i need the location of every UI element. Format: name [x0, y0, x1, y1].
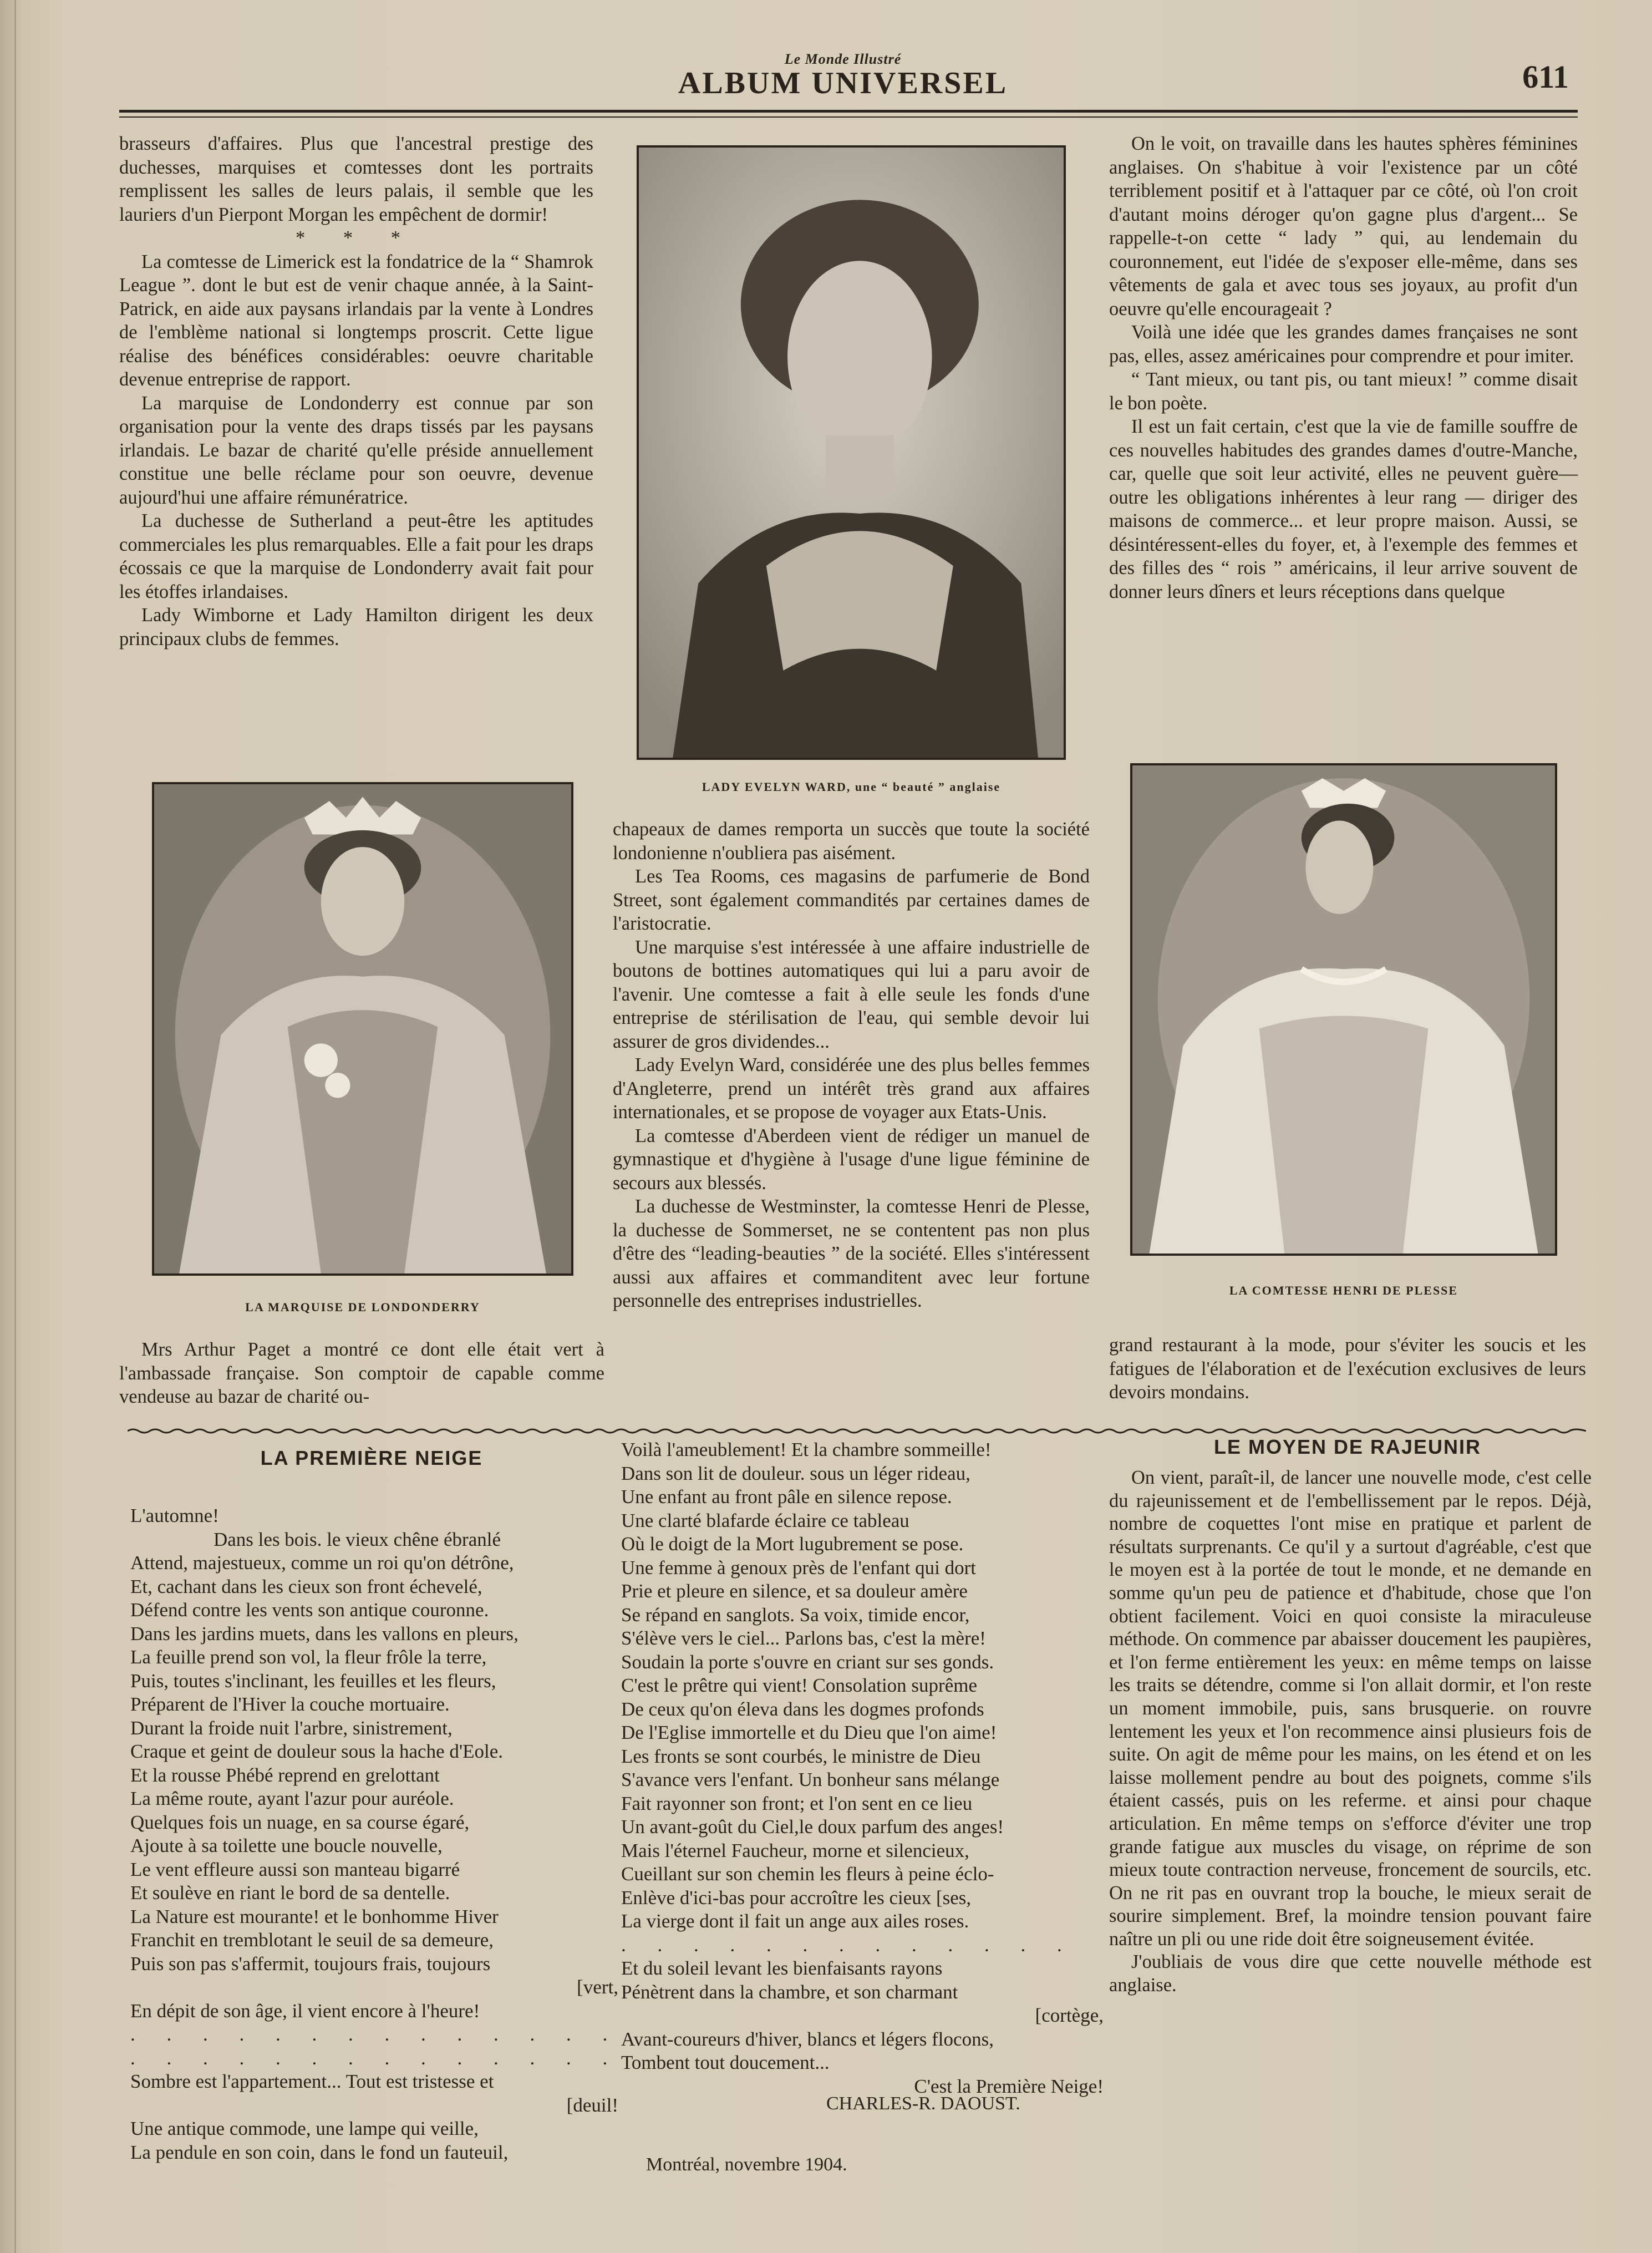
paragraph: brasseurs d'affaires. Plus que l'ancestral prestige des duchesses, marquises et comtesses dont les portraits remplissent les salles de leurs palais, il semble que les lauriers d'un Pierpont Morgan les empêchent de dormir!	[119, 133, 593, 225]
poem-line: Sombre est l'appartement... Tout est tristesse et	[130, 2071, 494, 2092]
caption-left: LA MARQUISE DE LONDONDERRY	[245, 1300, 480, 1314]
poem-line: Fait rayonner son front; et l'on sent en ce lieu	[621, 1792, 973, 1814]
paragraph: Lady Wimborne et Lady Hamilton dirigent les deux principaux clubs de femmes.	[119, 605, 593, 649]
paragraph: Il est un fait certain, c'est que la vie de famille souffre de ces nouvelles habitudes des grandes dames d'outre-Manche, car, quelle que soit leur activité, elles ne peuvent guère—outre les obligations inhérentes à leur rang — diriger des maisons de commerce... et leur propre maison. Aussi, se désintéressent-elles du foyer, et, à l'exemple des femmes et des filles des “ rois ” américains, il leur arrive souvent de donner leurs dîners et leurs réceptions dans quelque	[1109, 416, 1578, 602]
poem-line: Quelques fois un nuage, en sa course égaré,	[130, 1811, 470, 1833]
paragraph: J'oubliais de vous dire que cette nouvelle méthode est anglaise.	[1109, 1951, 1592, 1996]
poem-line: C'est le prêtre qui vient! Consolation suprême	[621, 1674, 977, 1696]
poem-line: En dépit de son âge, il vient encore à l'heure!	[130, 2000, 480, 2022]
paragraph: chapeaux de dames remporta un succès que toute la société londonienne n'oubliera pas aisément.	[613, 819, 1090, 864]
paragraph: La marquise de Londonderry est connue par son organisation pour la vente des draps tissés par les paysans irlandais. Le bazar de charité qu'elle préside annuellement constitue une belle réclame pour son oeuvre, devenue aujourd'hui une affaire rémunératrice.	[119, 392, 593, 508]
poem-line: Avant-coureurs d'hiver, blancs et légers flocons,	[621, 2028, 994, 2050]
portrait-image	[639, 148, 1064, 758]
poem-line: La feuille prend son vol, la fleur frôle la terre,	[130, 1646, 487, 1668]
poem-left-column	[130, 1504, 621, 2164]
poem-line: Soudain la porte s'ouvre en criant sur ses gonds.	[621, 1651, 994, 1673]
poem-line: [vert,	[577, 1976, 618, 1998]
header-rule-thick	[119, 110, 1578, 113]
column-1-middle	[119, 1338, 604, 1409]
paragraph: On vient, paraît-il, de lancer une nouvelle mode, c'est celle du rajeunissement et de l'embellissement par le repos. Déjà, nombre de coquettes l'ont mise en pratique et parlent de résultats surprenants. Ce qu'il y a surtout d'agréable, c'est que le moyen est à la portée de tout le monde, et ne demande en somme qu'un peu de patience et d'habitude, chose que l'on obtient facilement. Voici en quoi consiste la miraculeuse méthode. On commence par abaisser doucement les paupières, et l'on ferme entièrement les yeux: en même temps on laisse les traits se détendre, comme si l'on allait dormir, et l'on reste un moment immobile, puis, sans brusquerie. on rouvre lentement les yeux et l'on recommence ainsi plusieurs fois de suite. On agit de même pour les mains, on les étend et on les laisse mollement pendre au bout des poignets, comme s'ils étaient cassés, puis on les referme. et ainsi pour chaque articulation. En même temps on s'efforce d'éviter une trop grande fatigue aux muscles du visage, on réprime de son mieux toute contraction nerveuse, froncement de sourcils, etc. On ne rit pas en ouvrant trop la bouche, le mieux serait de sourire simplement. Bref, la moindre tension pouvant faire naître un pli ou une ride doit être soigneusement évitée.	[1109, 1467, 1592, 1950]
poem-line: Durant la froide nuit l'arbre, sinistrement,	[130, 1717, 453, 1739]
portrait-image	[154, 784, 571, 1273]
column-3-top	[1109, 132, 1578, 603]
caption-center: LADY EVELYN WARD, une “ beauté ” anglaise	[702, 780, 1001, 794]
poem-line: Dans les bois. le vieux chêne ébranlé	[214, 1528, 501, 1550]
photo-comtesse-henri-de-plesse	[1130, 763, 1557, 1256]
header-rule-thin	[119, 116, 1578, 118]
paragraph: grand restaurant à la mode, pour s'éviter les soucis et les fatigues de l'élaboration et de l'exécution exclusives de leurs devoirs mondains.	[1109, 1334, 1586, 1403]
poem-line: C'est la Première Neige!	[914, 2075, 1104, 2097]
poem-line: L'automne!	[130, 1505, 219, 1526]
poem-line: Puis son pas s'affermit, toujours frais, toujours	[130, 1952, 491, 1975]
poem-line: Et du soleil levant les bienfaisants rayons	[621, 1957, 943, 1979]
paragraph: Une marquise s'est intéressée à une affaire industrielle de boutons de bottines automatiques qui lui a paru avoir de l'avenir. Une comtesse a fait à elle seule les fonds d'une entreprise de stérilisation de l'eau, qui semble devoir lui assurer de gros dividendes...	[613, 936, 1090, 1052]
poem-line: Cueillant sur son chemin les fleurs à peine éclo-	[621, 1863, 994, 1885]
poem-line: Une femme à genoux près de l'enfant qui dort	[621, 1556, 976, 1579]
poem-line: . . . . . . . . . . . . .	[621, 1934, 1075, 1956]
poem-line: [deuil!	[566, 2094, 618, 2116]
masthead-subtitle: Le Monde Illustré	[784, 51, 902, 67]
paragraph: Les Tea Rooms, ces magasins de parfumerie de Bond Street, sont également commandités par certaines dames de l'aristocratie.	[613, 866, 1090, 934]
portrait-image	[1132, 765, 1555, 1254]
poem-line: Dans son lit de douleur. sous un léger rideau,	[621, 1462, 970, 1484]
poem-line: Une clarté blafarde éclaire ce tableau	[621, 1509, 909, 1531]
poem-line: Et, cachant dans les cieux son front échevelé,	[130, 1575, 482, 1597]
poem-line: Un avant-goût du Ciel,le doux parfum des anges!	[621, 1816, 1004, 1838]
poem-line: De ceux qu'on éleva dans les dogmes profonds	[621, 1698, 984, 1720]
poem-line: Une enfant au front pâle en silence repose.	[621, 1486, 952, 1508]
poem-line: Ajoute à sa toilette une boucle nouvelle,	[130, 1835, 443, 1856]
paragraph: “ Tant mieux, ou tant pis, ou tant mieux! ” comme disait le bon poète.	[1109, 369, 1578, 414]
column-2-middle	[613, 818, 1090, 1313]
poem-line: S'élève vers le ciel... Parlons bas, c'est la mère!	[621, 1627, 986, 1649]
poem-line: Pénètrent dans la chambre, et son charmant	[621, 1981, 958, 2003]
poem-line: Défend contre les vents son antique couronne.	[130, 1599, 489, 1621]
poem-line: La vierge dont il fait un ange aux ailes roses.	[621, 1910, 969, 1932]
paragraph: La duchesse de Sutherland a peut-être les aptitudes commerciales les plus remarquables. Elle a fait pour les draps écossais ce que la marquise de Londonderry avait fait pour les étoffes irlandaises.	[119, 510, 593, 602]
poem-line: Le vent effleure aussi son manteau bigarré	[130, 1858, 460, 1880]
binding-shadow	[14, 0, 16, 2253]
poem-line: Tombent tout doucement...	[621, 2052, 830, 2073]
poem-line: Et la rousse Phébé reprend en grelottant	[130, 1764, 440, 1786]
photo-lady-evelyn-ward	[637, 145, 1066, 760]
caption-right: LA COMTESSE HENRI DE PLESSE	[1229, 1283, 1458, 1297]
poem-line: . . . . . . . . . . . . . .	[130, 2023, 621, 2045]
poem-line: Enlève d'ici-bas pour accroître les cieux [ses,	[621, 1886, 972, 1909]
paragraph: On le voit, on travaille dans les hautes sphères féminines anglaises. On s'habitue à voir l'existence par un côté terriblement positif et à l'attaquer par ce côté, où l'on croit d'autant moins déroger qu'on gagne plus d'argent... Se rappelle-t-on cette “ lady ” qui, au lendemain du couronnement, eut l'idée de s'exposer elle-même, dans ses vêtements de gala et avec tous ses joyaux, au profit d'un oeuvre qu'elle encourageait ?	[1109, 133, 1578, 319]
paragraph: Lady Evelyn Ward, considérée une des plus belles femmes d'Angleterre, prend un intérêt très grand aux affaires internationales, et se propose de voyager aux Etats-Unis.	[613, 1054, 1090, 1123]
poem-line: Puis, toutes s'inclinant, les feuilles et les fleurs,	[130, 1670, 496, 1692]
poem-right-column	[621, 1438, 1104, 2098]
poem-line: Craque et geint de douleur sous la hache d'Eole.	[130, 1741, 504, 1762]
paragraph: Voilà une idée que les grandes dames françaises ne sont pas, elles, assez américaines pour comprendre et pour imiter.	[1109, 322, 1578, 367]
poem-line: Attend, majestueux, comme un roi qu'on détrône,	[130, 1552, 514, 1574]
poem-line: La même route, ayant l'azur pour auréole.	[130, 1788, 454, 1809]
poem-line: La pendule en son coin, dans le fond un fauteuil,	[130, 2141, 509, 2163]
column-3-middle	[1109, 1333, 1586, 1404]
poem-line: [cortège,	[1035, 2005, 1104, 2026]
separator-stars: * * *	[296, 227, 417, 248]
poem-line: Les fronts se sont courbés, le ministre de Dieu	[621, 1745, 981, 1767]
poem-line: S'avance vers l'enfant. Un bonheur sans mélange	[621, 1769, 1000, 1790]
poem-line: Franchit en tremblotant le seuil de sa demeure,	[130, 1929, 494, 1951]
poem-title: LA PREMIÈRE NEIGE	[260, 1447, 483, 1469]
poem-line: Dans les jardins muets, dans les vallons en pleurs,	[130, 1622, 519, 1645]
article-rajeunir	[1109, 1467, 1592, 1997]
paragraph: La comtesse de Limerick est la fondatrice de la “ Shamrok League ”. dont le but est de venir chaque année, à la Saint-Patrick, en aide aux paysans irlandais par la vente à Londres de l'emblème national si longtemps proscrit. Cette ligue réalise des bénéfices considérables: oeuvre charitable devenue entreprise de rapport.	[119, 251, 593, 390]
masthead-title: ALBUM UNIVERSEL	[678, 66, 1008, 100]
page-number: 611	[1522, 59, 1569, 95]
paragraph: La duchesse de Westminster, la comtesse Henri de Plesse, la duchesse de Sommerset, ne se contentent pas non plus d'être des “leading-beauties ” de la société. Elles s'intéressent aussi aux affaires et commanditent avec leur fortune personnelle des entreprises industrielles.	[613, 1196, 1090, 1311]
poem-line: La Nature est mourante! et le bonhomme Hiver	[130, 1905, 499, 1927]
poem-line: Et soulève en riant le bord de sa dentelle.	[130, 1882, 450, 1904]
poem-place-date: Montréal, novembre 1904.	[646, 2154, 847, 2175]
poem-line: . . . . . . . . . . . . . .	[130, 2047, 621, 2069]
poem-line: Voilà l'ameublement! Et la chambre sommeille!	[621, 1439, 992, 1460]
poem-line: Se répand en sanglots. Sa voix, timide encor,	[621, 1604, 970, 1626]
poem-line: Préparent de l'Hiver la couche mortuaire.	[130, 1693, 450, 1715]
photo-marquise-londonderry	[152, 782, 573, 1276]
poem-line: Une antique commode, une lampe qui veille,	[130, 2118, 479, 2139]
article-title: LE MOYEN DE RAJEUNIR	[1213, 1435, 1482, 1458]
paragraph: Mrs Arthur Paget a montré ce dont elle était vert à l'ambassade française. Son comptoir de capable comme vendeuse au bazar de charité ou-	[119, 1339, 604, 1407]
poem-line: De l'Eglise immortelle et du Dieu que l'on aime!	[621, 1722, 997, 1743]
section-divider	[128, 1427, 1586, 1435]
column-1-top	[119, 132, 593, 651]
poem-line: Mais l'éternel Faucheur, morne et silencieux,	[621, 1839, 969, 1861]
poem-author: CHARLES-R. DAOUST.	[826, 2093, 1020, 2114]
poem-line: Prie et pleure en silence, et sa douleur amère	[621, 1580, 968, 1602]
paragraph: La comtesse d'Aberdeen vient de rédiger un manuel de gymnastique et d'hygiène à l'usage d'une ligue féminine de secours aux blessés.	[613, 1125, 1090, 1194]
poem-line: Où le doigt de la Mort lugubrement se pose.	[621, 1533, 964, 1555]
